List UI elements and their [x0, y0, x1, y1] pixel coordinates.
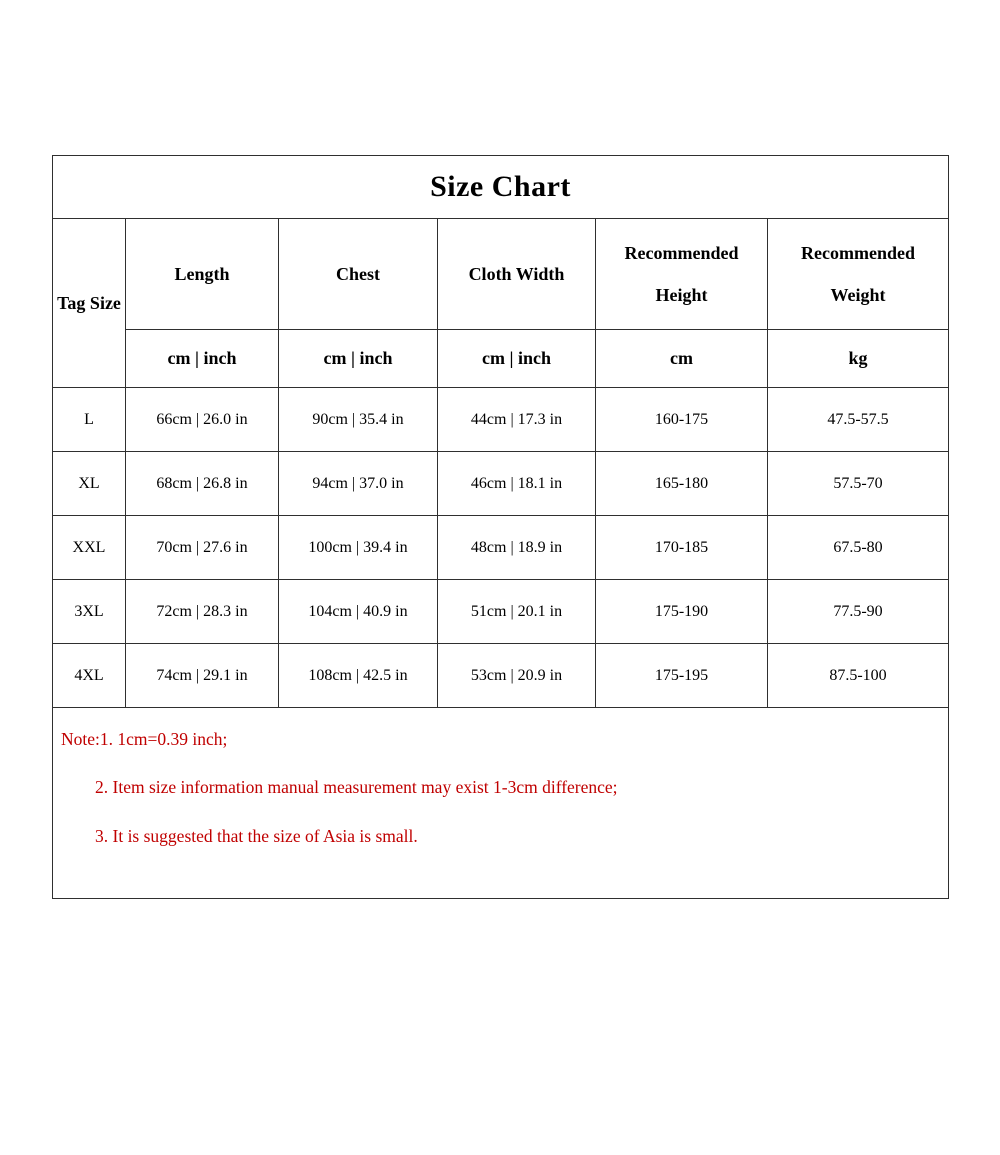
- cell-chest: 94cm | 37.0 in: [279, 452, 438, 516]
- units-cloth-width: cm | inch: [438, 330, 596, 388]
- cell-length: 68cm | 26.8 in: [126, 452, 279, 516]
- cell-height: 175-195: [596, 644, 768, 708]
- cell-chest: 108cm | 42.5 in: [279, 644, 438, 708]
- table-row: [53, 452, 949, 516]
- notes-section: [53, 708, 949, 899]
- cell-weight: 67.5-80: [768, 516, 949, 580]
- cell-length: 66cm | 26.0 in: [126, 388, 279, 452]
- header-row: [53, 219, 949, 330]
- cell-weight: 57.5-70: [768, 452, 949, 516]
- cell-length: 74cm | 29.1 in: [126, 644, 279, 708]
- cell-length: 72cm | 28.3 in: [126, 580, 279, 644]
- cell-weight: 77.5-90: [768, 580, 949, 644]
- cell-size: 3XL: [53, 580, 126, 644]
- units-height: cm: [596, 330, 768, 388]
- size-chart-table: [52, 155, 949, 899]
- cell-size: L: [53, 388, 126, 452]
- header-cloth-width: Cloth Width: [438, 219, 596, 330]
- cell-cloth-width: 46cm | 18.1 in: [438, 452, 596, 516]
- table-row: [53, 580, 949, 644]
- notes-row: [53, 708, 949, 899]
- cell-height: 165-180: [596, 452, 768, 516]
- header-tag-size: Tag Size: [53, 219, 126, 388]
- cell-chest: 100cm | 39.4 in: [279, 516, 438, 580]
- cell-weight: 87.5-100: [768, 644, 949, 708]
- header-recommended-height: Recommended Height: [596, 219, 768, 330]
- page-title: Size Chart: [53, 156, 949, 219]
- header-length: Length: [126, 219, 279, 330]
- cell-chest: 90cm | 35.4 in: [279, 388, 438, 452]
- units-weight: kg: [768, 330, 949, 388]
- cell-chest: 104cm | 40.9 in: [279, 580, 438, 644]
- title-row: [53, 156, 949, 219]
- header-chest: Chest: [279, 219, 438, 330]
- size-chart-panel: [52, 155, 948, 899]
- note-line-1: Note:1. 1cm=0.39 inch;: [61, 729, 228, 749]
- units-chest: cm | inch: [279, 330, 438, 388]
- units-row: [53, 330, 949, 388]
- cell-cloth-width: 44cm | 17.3 in: [438, 388, 596, 452]
- units-length: cm | inch: [126, 330, 279, 388]
- table-row: [53, 388, 949, 452]
- cell-weight: 47.5-57.5: [768, 388, 949, 452]
- cell-cloth-width: 53cm | 20.9 in: [438, 644, 596, 708]
- note-line-3: 3. It is suggested that the size of Asia is small.: [95, 825, 418, 846]
- cell-height: 160-175: [596, 388, 768, 452]
- note-line-2: 2. Item size information manual measurement may exist 1-3cm difference;: [95, 777, 618, 798]
- cell-cloth-width: 48cm | 18.9 in: [438, 516, 596, 580]
- cell-length: 70cm | 27.6 in: [126, 516, 279, 580]
- cell-cloth-width: 51cm | 20.1 in: [438, 580, 596, 644]
- cell-height: 175-190: [596, 580, 768, 644]
- cell-size: XL: [53, 452, 126, 516]
- cell-height: 170-185: [596, 516, 768, 580]
- cell-size: 4XL: [53, 644, 126, 708]
- header-recommended-weight: Recommended Weight: [768, 219, 949, 330]
- table-row: [53, 516, 949, 580]
- table-row: [53, 644, 949, 708]
- cell-size: XXL: [53, 516, 126, 580]
